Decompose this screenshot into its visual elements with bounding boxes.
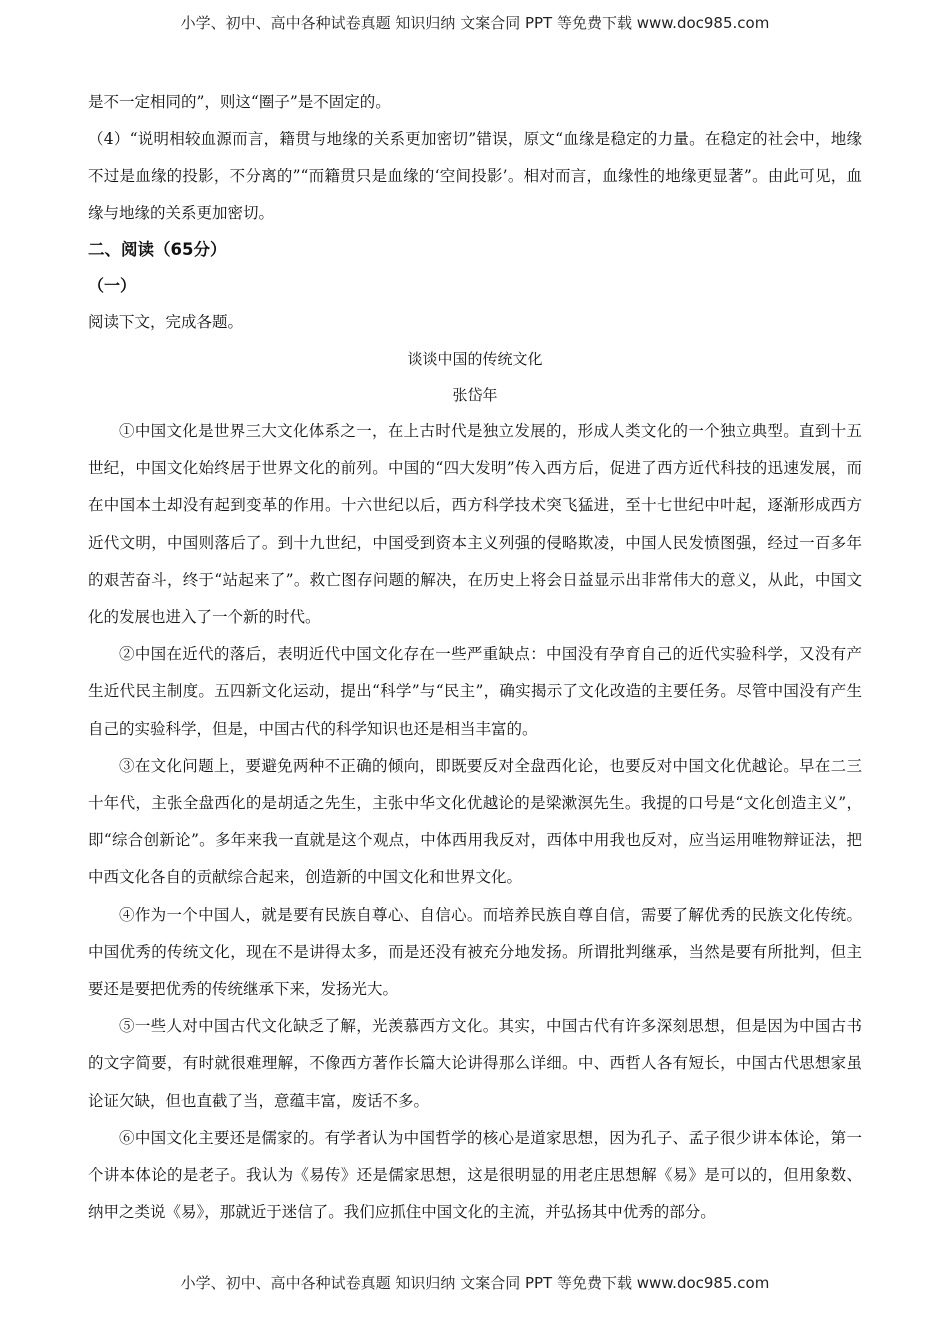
instruction: 阅读下文，完成各题。 [88,313,244,331]
article-paragraph: ⑤一些人对中国古代文化缺乏了解，光羡慕西方文化。其实，中国古代有许多深刻思想，但是因为中国古书的文字简要，有时就很难理解，不像西方著作长篇大论讲得那么详细。中、西哲人各有短长，中国古代思想家虽论证欠缺，但也直截了当，意蕴丰富，废话不多。 [88,1017,862,1110]
article-paragraph: ③在文化问题上，要避免两种不正确的倾向，即既要反对全盘西化论，也要反对中国文化优越论。早在二三十年代，主张全盘西化的是胡适之先生，主张中华文化优越论的是梁漱溟先生。我提的口号是“文化创造主义”，即“综合创新论”。多年来我一直就是这个观点，中体西用我反对，西体中用我也反对，应当运用唯物辩证法，把中西文化各自的贡献综合起来，创造新的中国文化和世界文化。 [88,756,862,887]
section-title: 二、阅读（65分） [88,240,227,259]
article-paragraph: ②中国在近代的落后，表明近代中国文化存在一些严重缺点：中国没有孕育自己的近代实验科学，又没有产生近代民主制度。五四新文化运动，提出“科学”与“民主”，确实揭示了文化改造的主要任务。尽管中国没有产生自己的实验科学，但是，中国古代的科学知识也还是相当丰富的。 [88,645,862,738]
article-author: 张岱年 [452,386,498,404]
article-title: 谈谈中国的传统文化 [407,350,543,368]
intro-line: 是不一定相同的”，则这“圈子”是不固定的。 [88,93,391,111]
article-paragraph: ①中国文化是世界三大文化体系之一，在上古时代是独立发展的，形成人类文化的一个独立典型。直到十五世纪，中国文化始终居于世界文化的前列。中国的“四大发明”传入西方后，促进了西方近代科技的迅速发展，而在中国本土却没有起到变革的作用。十六世纪以后，西方科学技术突飞猛进，至十七世纪中叶起，逐渐形成西方近代文明，中国则落后了。到十九世纪，中国受到资本主义列强的侵略欺凌，中国人民发愤图强，经过一百多年的艰苦奋斗，终于“站起来了”。救亡图存问题的解决，在历史上将会日益显示出非常伟大的意义，从此，中国文化的发展也进入了一个新的时代。 [88,422,862,627]
article-paragraph: ④作为一个中国人，就是要有民族自尊心、自信心。而培养民族自尊自信，需要了解优秀的民族文化传统。中国优秀的传统文化，现在不是讲得太多，而是还没有被充分地发扬。所谓批判继承，当然是要有所批判，但主要还是要把优秀的传统继承下来，发扬光大。 [88,905,862,999]
article-paragraph: ⑥中国文化主要还是儒家的。有学者认为中国哲学的核心是道家思想，因为孔子、孟子很少讲本体论，第一个讲本体论的是老子。我认为《易传》还是儒家思想，这是很明显的用老庄思想解《易》是可以的，但用象数、纳甲之类说《易》，那就近于迷信了。我们应抓住中国文化的主流，并弘扬其中优秀的部分。 [88,1128,862,1222]
section-subtitle: （一） [88,276,137,295]
document-body [88,84,862,1231]
page-footer: 小学、初中、高中各种试卷真题 知识归纳 文案合同 PPT 等免费下载 www.doc985.com [180,1274,770,1292]
article-body [88,413,862,1231]
page-header: 小学、初中、高中各种试卷真题 知识归纳 文案合同 PPT 等免费下载 www.doc985.com [180,14,770,32]
answer-item-4: （4）“说明相较血源而言，籍贯与地缘的关系更加密切”错误，原文“血缘是稳定的力量。在稳定的社会中，地缘不过是血缘的投影，不分离的”“而籍贯只是血缘的‘空间投影’。相对而言，血缘性的地缘更显著”。由此可见，血缘与地缘的关系更加密切。 [88,130,862,222]
